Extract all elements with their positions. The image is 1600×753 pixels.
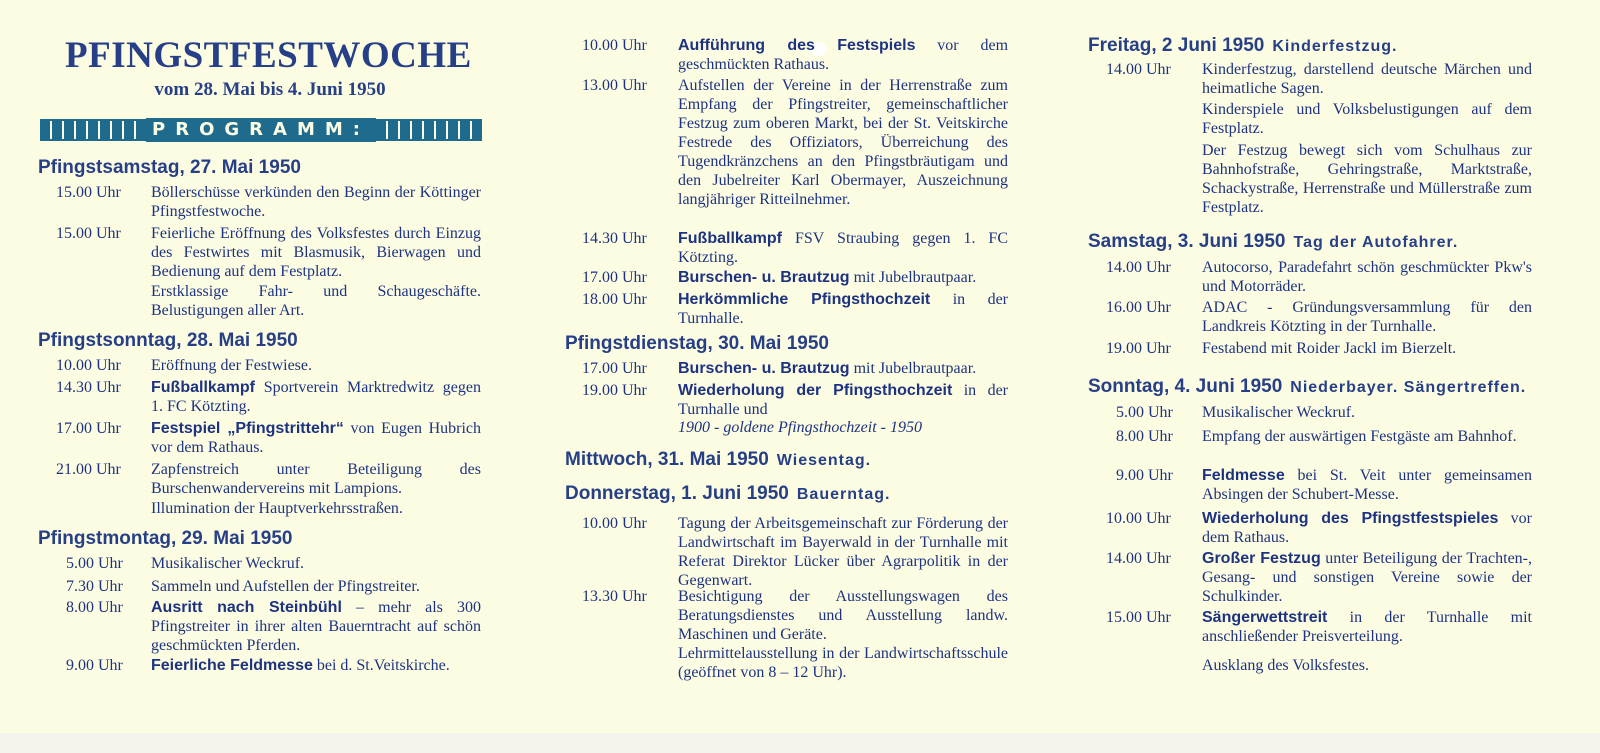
entry-time: 5.00 Uhr <box>1116 404 1173 421</box>
entry-text: Empfang der auswärtigen Festgäste am Bahnhof. <box>1202 428 1517 445</box>
entry-time: 14.00 Uhr <box>1106 550 1171 567</box>
entry-text: Illumination der Hauptverkehrsstraßen. <box>151 500 403 517</box>
entry-text: Ausklang des Volksfestes. <box>1202 657 1369 674</box>
day-heading <box>565 483 890 505</box>
entry-text: Feierliche Eröffnung des Volksfestes durch Einzug des Festwirtes mit Blasmusik, Bierwagen und Bedienung auf dem Festplatz. <box>151 225 481 280</box>
entry-time: 8.00 Uhr <box>66 599 123 616</box>
entry-time: 10.00 Uhr <box>1106 510 1171 527</box>
banner-ornament-right <box>376 119 482 141</box>
banner-label: PROGRAMM: <box>146 118 376 142</box>
entry-time: 5.00 Uhr <box>66 555 123 572</box>
entry-text: bei St. Veit unter gemeinsamen Absingen der Schubert-Messe. <box>1202 467 1532 503</box>
entry-text: Festabend mit Roider Jackl im Bierzelt. <box>1202 340 1457 357</box>
banner-ornament-left <box>40 119 146 141</box>
entry-time: 17.00 Uhr <box>582 269 647 286</box>
entry-highlight: Feldmesse <box>1202 467 1285 484</box>
entry-time: 13.30 Uhr <box>582 588 647 605</box>
entry-highlight: Herkömmliche Pfingsthochzeit <box>678 291 931 308</box>
entry-text: Lehrmittelausstellung in der Landwirtschaftsschule (geöffnet von 8 – 12 Uhr). <box>678 645 1008 681</box>
entry-text: von Eugen Hubrich vor dem Rathaus. <box>151 420 481 456</box>
entry-text: Tagung der Arbeitsgemeinschaft zur Förderung der Landwirtschaft im Bayerwald in der Turnhalle mit Referat Direktor Lücker über Agrarpolitik in der Gegenwart. <box>678 515 1008 589</box>
entry-time: 10.00 Uhr <box>582 515 647 532</box>
entry-text: – mehr als 300 Pfingstreiter in ihrer alten Bauerntracht auf schön geschmückten Pferden. <box>151 599 482 654</box>
entry-time: 7.30 Uhr <box>66 578 123 595</box>
day-heading <box>1088 231 1458 253</box>
entry-highlight: Festspiel „Pfingstrittehr“ <box>151 420 344 437</box>
day-heading <box>1088 35 1397 57</box>
entry-text: Besichtigung der Ausstellungswagen des Beratungsdienstes und Ausstellung landw. Maschinen und Geräte. <box>678 588 1008 643</box>
entry-time: 15.00 Uhr <box>56 184 121 201</box>
entry-time: 13.00 Uhr <box>582 77 647 94</box>
program-banner <box>40 118 482 142</box>
day-label: Mittwoch, 31. Mai 1950 <box>565 449 769 470</box>
entry-text: Musikalischer Weckruf. <box>1202 404 1356 421</box>
day-label: Donnerstag, 1. Juni 1950 <box>565 483 789 504</box>
page-title: PFINGSTFESTWOCHE <box>65 35 472 76</box>
entry-text: Aufstellen der Vereine in der Herrenstraße zum Empfang der Pfingstreiter, gemeinschaftlicher Festzug zum oberen Markt, bei der St. Veitskirche Festrede des Offiziators, Überreichung des Tugendkränzchens an den Pfingstbräutigam und den Jubelreiter Karl Obermayer, Auszeichnung langjähriger Ritteilnehmer. <box>678 77 1008 208</box>
entry-text: Sportverein Marktredwitz gegen 1. FC Kötzting. <box>151 379 481 415</box>
day-heading: Pfingstmontag, 29. Mai 1950 <box>38 528 293 549</box>
entry-text: Musikalischer Weckruf. <box>151 555 305 572</box>
program-entry <box>56 183 486 221</box>
entry-highlight: Burschen- u. Brautzug <box>678 360 850 377</box>
day-heading <box>1088 376 1526 398</box>
entry-text: Eröffnung der Festwiese. <box>151 357 312 374</box>
entry-text: in der Turnhalle mit anschließender Preisverteilung. <box>1202 609 1532 645</box>
entry-highlight: Wiederholung des Pfingstfestspieles <box>1202 510 1499 527</box>
entry-time: 17.00 Uhr <box>582 360 647 377</box>
entry-time: 19.00 Uhr <box>1106 340 1171 357</box>
day-heading: Pfingstsamstag, 27. Mai 1950 <box>38 157 301 178</box>
entry-time: 10.00 Uhr <box>56 357 121 374</box>
day-label: Sonntag, 4. Juni 1950 <box>1088 376 1283 397</box>
entry-text: FSV Straubing gegen 1. FC Kötzting. <box>678 230 1008 266</box>
program-entry <box>56 224 486 284</box>
entry-text: mit Jubelbrautpaar. <box>849 360 977 377</box>
entry-text: ADAC - Gründungsversammlung für den Landkreis Kötzting in der Turnhalle. <box>1202 299 1532 335</box>
entry-time: 9.00 Uhr <box>1116 467 1173 484</box>
day-theme: Niederbayer. Sängertreffen. <box>1290 379 1527 396</box>
day-label: Samstag, 3. Juni 1950 <box>1088 231 1286 252</box>
day-theme: Tag der Autofahrer. <box>1293 234 1459 251</box>
day-heading: Pfingstdienstag, 30. Mai 1950 <box>565 333 829 354</box>
entry-time: 9.00 Uhr <box>66 657 123 674</box>
day-heading <box>565 449 871 471</box>
entry-highlight: Feierliche Feldmesse <box>151 657 313 674</box>
entry-highlight: Fußballkampf <box>678 230 783 247</box>
entry-highlight: Ausritt nach Steinbühl <box>151 599 342 616</box>
entry-time: 15.00 Uhr <box>1106 609 1171 626</box>
entry-time: 14.00 Uhr <box>1106 61 1171 78</box>
page-subtitle: vom 28. Mai bis 4. Juni 1950 <box>154 79 386 100</box>
entry-text: Erstklassige Fahr- und Schaugeschäfte. Belustigungen aller Art. <box>151 283 481 319</box>
entry-time: 14.30 Uhr <box>582 230 647 247</box>
entry-highlight: Burschen- u. Brautzug <box>678 269 850 286</box>
entry-time: 14.30 Uhr <box>56 379 121 396</box>
entry-text: 1900 - goldene Pfingsthochzeit - 1950 <box>678 419 922 436</box>
entry-time: 21.00 Uhr <box>56 461 121 478</box>
day-theme: Wiesentag. <box>776 452 872 469</box>
entry-text: vor dem Rathaus. <box>1202 510 1533 546</box>
entry-text: mit Jubelbrautpaar. <box>849 269 977 286</box>
entry-time: 8.00 Uhr <box>1116 428 1173 445</box>
entry-time: 18.00 Uhr <box>582 291 647 308</box>
entry-text: in der Turnhalle. <box>678 291 1009 327</box>
entry-text: Autocorso, Paradefahrt schön geschmückter Pkw's und Motorräder. <box>1202 259 1532 295</box>
entry-text: Zapfenstreich unter Beteiligung des Burschenwandervereins mit Lampions. <box>151 461 481 497</box>
day-label: Freitag, 2 Juni 1950 <box>1088 35 1265 56</box>
entry-text: Sammeln und Aufstellen der Pfingstreiter. <box>151 578 420 595</box>
entry-text: Kinderfestzug, darstellend deutsche Märchen und heimatliche Sagen. <box>1202 61 1532 97</box>
entry-time: 14.00 Uhr <box>1106 259 1171 276</box>
entry-time: 17.00 Uhr <box>56 420 121 437</box>
entry-time: 16.00 Uhr <box>1106 299 1171 316</box>
entry-time: 15.00 Uhr <box>56 225 121 242</box>
entry-text: bei d. St.Veitskirche. <box>312 657 450 674</box>
entry-highlight: Fußballkampf <box>151 379 256 396</box>
entry-time: 10.00 Uhr <box>582 37 647 54</box>
entry-time: 19.00 Uhr <box>582 382 647 399</box>
day-heading: Pfingstsonntag, 28. Mai 1950 <box>38 330 298 351</box>
entry-text: Der Festzug bewegt sich vom Schulhaus zur Bahnhofstraße, Gehringstraße, Marktstraße, Schackystraße, Herrenstraße und Müllerstraße zum Festplatz. <box>1202 142 1532 216</box>
entry-text: Kinderspiele und Volksbelustigungen auf dem Festplatz. <box>1202 101 1532 137</box>
entry-highlight: Aufführung des Festspiels <box>678 37 916 54</box>
entry-highlight: Sängerwettstreit <box>1202 609 1328 626</box>
entry-text: unter Beteiligung der Trachten-, Gesang- und sonstigen Vereine sowie der Schulkinder. <box>1202 550 1532 605</box>
entry-text: Böllerschüsse verkünden den Beginn der Köttinger Pfingstfestwoche. <box>151 184 481 220</box>
entry-highlight: Großer Festzug <box>1202 550 1321 567</box>
program-entry <box>56 282 486 322</box>
day-theme: Kinderfestzug. <box>1272 38 1398 55</box>
entry-text: in der Turnhalle und <box>678 382 1008 418</box>
entry-highlight: Wiederholung der Pfingsthochzeit <box>678 382 953 399</box>
entry-text: vor dem geschmückten Rathaus. <box>678 37 1009 73</box>
day-theme: Bauerntag. <box>796 486 891 503</box>
page-margin <box>0 733 1600 753</box>
